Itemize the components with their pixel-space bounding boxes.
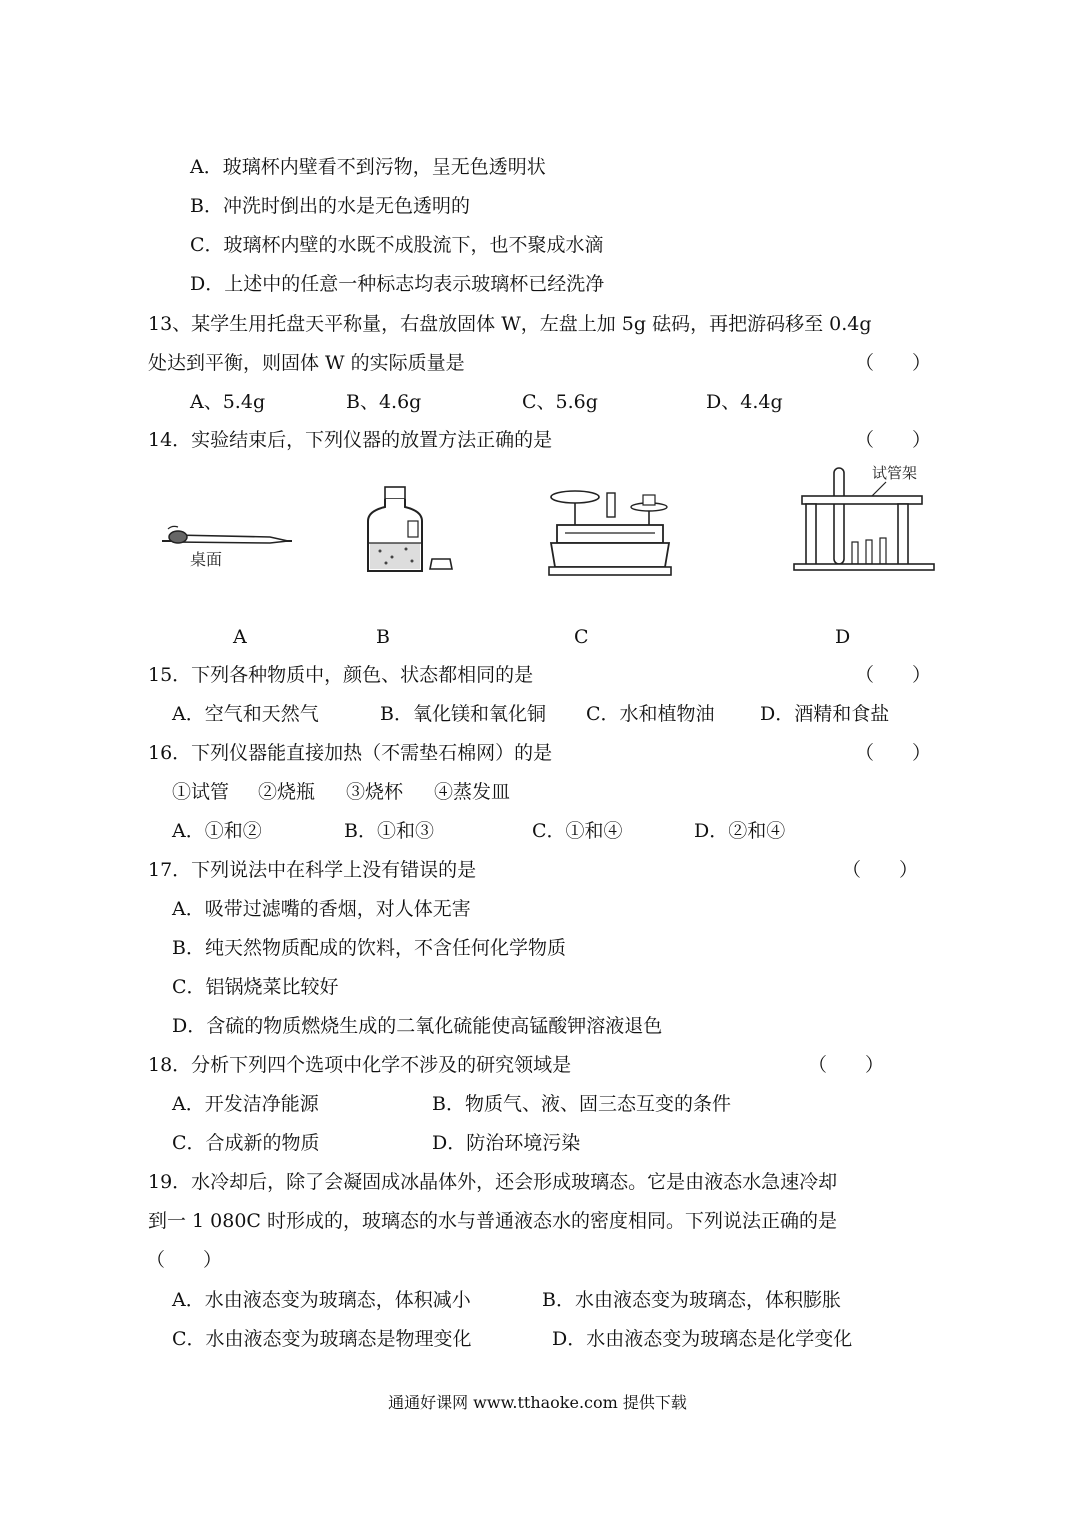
q18-stem: 18．分析下列四个选项中化学不涉及的研究领域是	[148, 1054, 572, 1076]
q13-option-b: B、4.6g	[346, 391, 422, 413]
figure-c-balance	[545, 485, 675, 580]
q15-option-a: A．空气和天然气	[172, 703, 319, 725]
q16-item-1: ①试管	[172, 781, 230, 803]
q15-answer-blank: （ ）	[855, 664, 932, 686]
q18-option-c: C．合成新的物质	[172, 1132, 320, 1154]
q18-option-b: B．物质气、液、固三态互变的条件	[432, 1093, 731, 1115]
q19-option-c: C．水由液态变为玻璃态是物理变化	[172, 1328, 472, 1350]
q16-option-c: C．①和④	[532, 820, 623, 842]
q17-answer-blank: （ ）	[842, 859, 919, 881]
q16-option-d: D．②和④	[694, 820, 786, 842]
q13-stem-line1: 13、某学生用托盘天平称量，右盘放固体 W，左盘上加 5g 砝码，再把游码移至 0.4g	[148, 313, 872, 335]
q19-stem-line1: 19．水冷却后，除了会凝固成冰晶体外，还会形成玻璃态。它是由液态水急速冷却	[148, 1171, 838, 1193]
q12-option-d: D．上述中的任意一种标志均表示玻璃杯已经洗净	[190, 273, 605, 295]
q16-item-3: ③烧杯	[346, 781, 404, 803]
q16-item-2: ②烧瓶	[258, 781, 316, 803]
q15-stem: 15．下列各种物质中，颜色、状态都相同的是	[148, 664, 534, 686]
q15-option-c: C．水和植物油	[586, 703, 715, 725]
q15-option-d: D．酒精和食盐	[760, 703, 890, 725]
q13-stem-line2: 处达到平衡，则固体 W 的实际质量是	[148, 352, 465, 374]
q13-answer-blank: （ ）	[855, 352, 932, 374]
figure-label-d: D	[835, 626, 851, 648]
figure-a-rod-on-desk	[160, 515, 300, 575]
q19-option-a: A．水由液态变为玻璃态，体积减小	[172, 1289, 471, 1311]
figure-label-b: B	[376, 626, 390, 648]
q17-option-d: D．含硫的物质燃烧生成的二氧化硫能使高锰酸钾溶液退色	[172, 1015, 663, 1037]
q13-option-c: C、5.6g	[522, 391, 598, 413]
q16-option-a: A．①和②	[172, 820, 262, 842]
q14-stem: 14．实验结束后，下列仪器的放置方法正确的是	[148, 429, 553, 451]
q16-option-b: B．①和③	[344, 820, 434, 842]
q13-option-d: D、4.4g	[706, 391, 783, 413]
q14-answer-blank: （ ）	[855, 429, 932, 451]
q19-option-b: B．水由液态变为玻璃态，体积膨胀	[542, 1289, 841, 1311]
q18-option-d: D．防治环境污染	[432, 1132, 581, 1154]
q13-option-a: A、5.4g	[190, 391, 266, 413]
rack-label: 试管架	[872, 464, 918, 482]
q18-answer-blank: （ ）	[808, 1054, 885, 1076]
q19-answer-blank: （ ）	[146, 1249, 223, 1271]
figure-b-reagent-bottle	[360, 485, 460, 580]
figure-label-a: A	[233, 626, 247, 648]
page-footer: 通通好课网 www.tthaoke.com 提供下载	[388, 1393, 687, 1412]
figure-label-c: C	[574, 626, 589, 648]
q12-option-c: C．玻璃杯内壁的水既不成股流下，也不聚成水滴	[190, 234, 604, 256]
q15-option-b: B．氧化镁和氧化铜	[380, 703, 546, 725]
q17-option-a: A．吸带过滤嘴的香烟，对人体无害	[172, 898, 471, 920]
desk-label: 桌面	[190, 550, 223, 569]
q18-option-a: A．开发洁净能源	[172, 1093, 319, 1115]
q17-option-c: C．铝锅烧菜比较好	[172, 976, 339, 998]
figure-d-test-tube-rack	[790, 460, 940, 580]
q12-option-b: B．冲洗时倒出的水是无色透明的	[190, 195, 470, 217]
q16-item-4: ④蒸发皿	[434, 781, 511, 803]
q16-stem: 16．下列仪器能直接加热（不需垫石棉网）的是	[148, 742, 553, 764]
q12-option-a: A．玻璃杯内壁看不到污物，呈无色透明状	[190, 156, 546, 178]
q17-option-b: B．纯天然物质配成的饮料，不含任何化学物质	[172, 937, 566, 959]
q16-answer-blank: （ ）	[855, 742, 932, 764]
q19-option-d: D．水由液态变为玻璃态是化学变化	[552, 1328, 853, 1350]
q19-stem-line2: 到一 1 080C 时形成的，玻璃态的水与普通液态水的密度相同。下列说法正确的是	[148, 1210, 838, 1232]
q17-stem: 17．下列说法中在科学上没有错误的是	[148, 859, 477, 881]
